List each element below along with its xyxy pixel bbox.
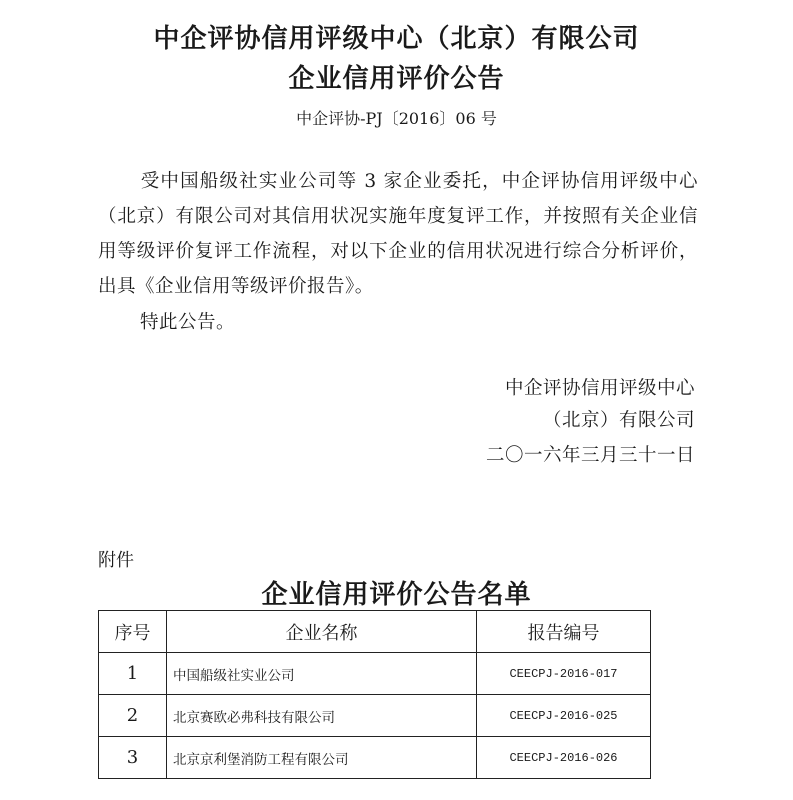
signature-org-line1: 中企评协信用评级中心 (504, 378, 695, 399)
report-number: CEECPJ-2016-026 (477, 737, 651, 779)
row-number: 3 (99, 737, 167, 779)
document-title-line2: 企业信用评价公告 (288, 64, 505, 94)
column-header-report-number: 报告编号 (477, 611, 651, 653)
row-number: 1 (99, 653, 167, 695)
announcement-paragraph (98, 164, 698, 304)
signature-date: 二〇一六年三月三十一日 (485, 445, 695, 466)
company-name: 北京京利堡消防工程有限公司 (167, 737, 477, 779)
announcement-paragraph-text: 受中国船级社实业公司等 3 家企业委托，中企评协信用评级中心（北京）有限公司对其信用状况实施年度复评工作，并按照有关企业信用等级评价复评工作流程，对以下企业的信用状况进行综合分析评价，出具《企业信用等级评价报告》。 (98, 171, 698, 297)
signature-org-line2: （北京）有限公司 (542, 410, 695, 431)
report-number: CEECPJ-2016-017 (477, 653, 651, 695)
attachment-label: 附件 (98, 550, 134, 571)
row-number: 2 (99, 695, 167, 737)
company-name: 中国船级社实业公司 (167, 653, 477, 695)
table-header-row (99, 611, 651, 653)
column-header-number: 序号 (99, 611, 167, 653)
table-row (99, 737, 651, 779)
table-row (99, 695, 651, 737)
document-title-line1: 中企评协信用评级中心（北京）有限公司 (153, 24, 640, 54)
table-row (99, 653, 651, 695)
company-list-table (98, 610, 651, 779)
column-header-company-name: 企业名称 (167, 611, 477, 653)
closing-remark: 特此公告。 (140, 312, 236, 333)
company-name: 北京赛欧必弗科技有限公司 (167, 695, 477, 737)
list-title: 企业信用评价公告名单 (261, 580, 532, 610)
document-number: 中企评协-PJ〔2016〕06 号 (296, 109, 497, 128)
report-number: CEECPJ-2016-025 (477, 695, 651, 737)
